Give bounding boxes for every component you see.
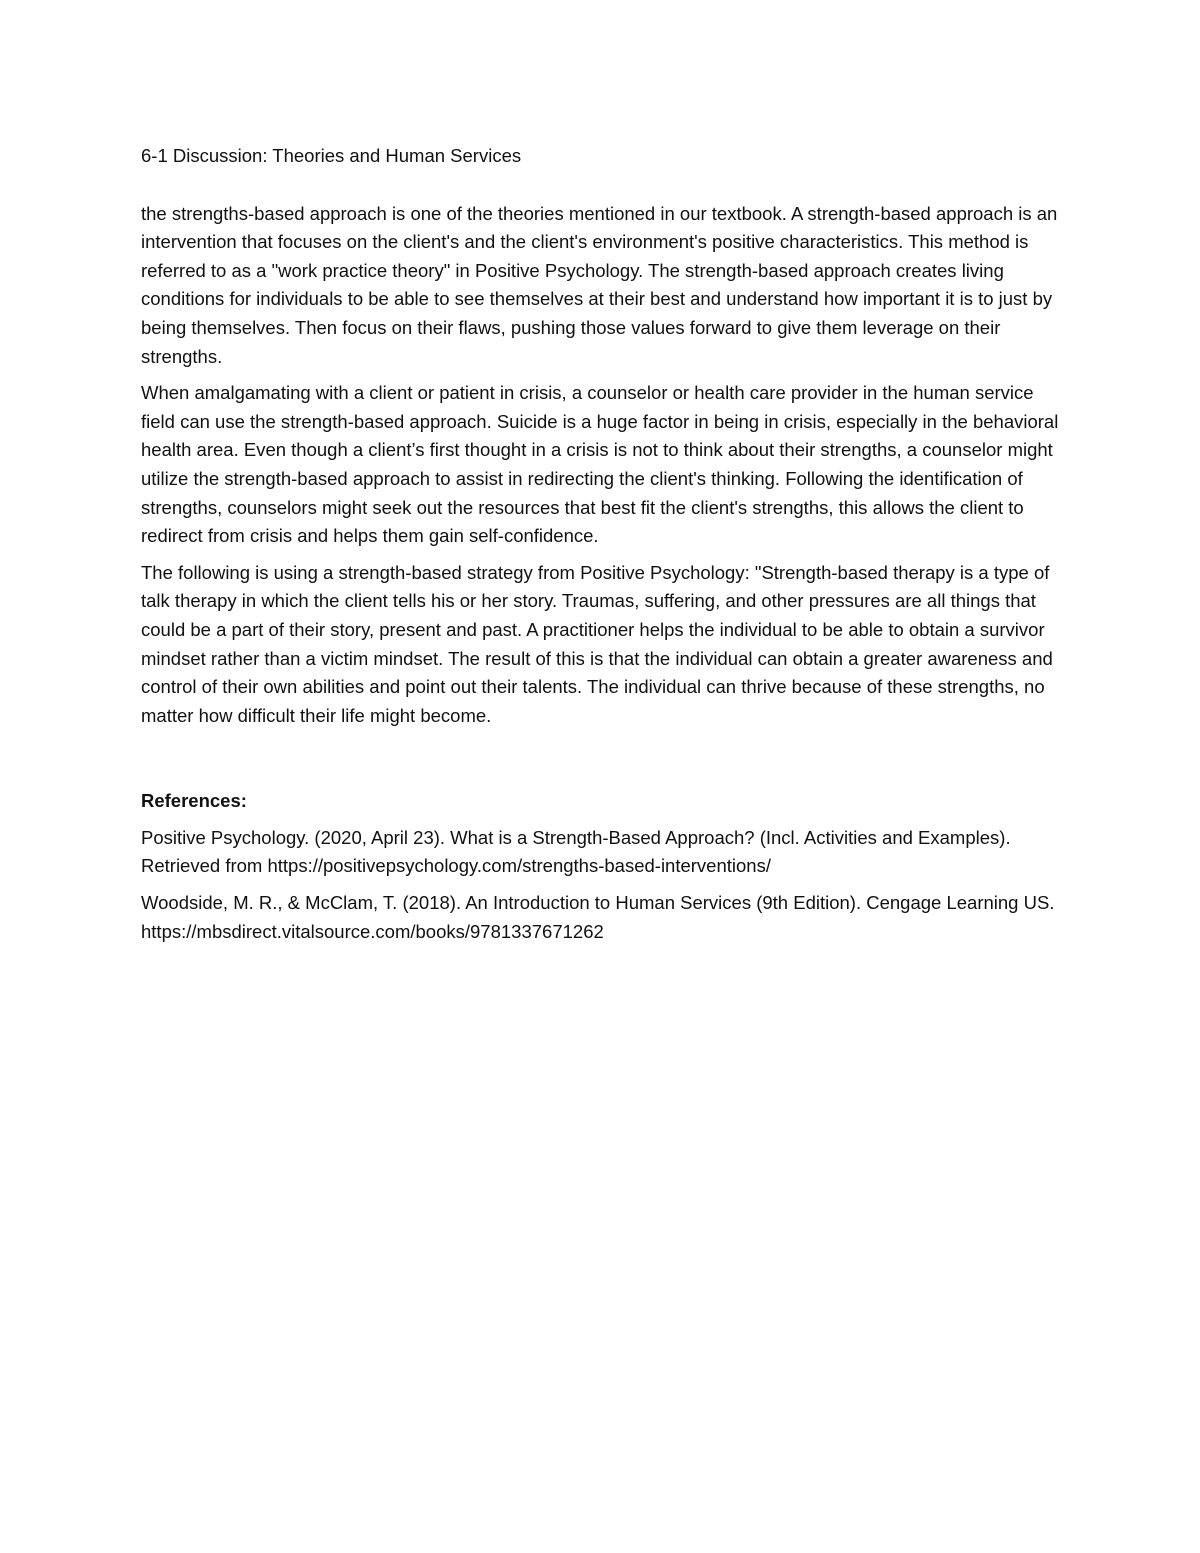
reference-entry: Woodside, M. R., & McClam, T. (2018). An Introduction to Human Services (9th Edition). Cengage Learning US. https://mbsdirect.vitalsource.com/books/9781337671262 (141, 892, 1055, 942)
document-body (141, 142, 1061, 954)
reference-entry: Positive Psychology. (2020, April 23). What is a Strength-Based Approach? (Incl. Activities and Examples). Retrieved from https://positivepsychology.com/strengths-based-interventions/ (141, 826, 1011, 877)
references-heading: References: (141, 790, 247, 812)
body-paragraph: the strengths-based approach is one of the theories mentioned in our textbook. A strength-based approach is an intervention that focuses on the client's and the client's environment's positive characteristics. This method is referred to as a "work practice theory" in Positive Psychology. The strength-based approach creates living conditions for individuals to be able to see themselves at their best and understand how important it is to just by being themselves. Then focus on their flaws, pushing those values forward to give them leverage on their strengths. (141, 202, 1058, 367)
section-spacer (141, 738, 1061, 787)
document-title: 6-1 Discussion: Theories and Human Services (141, 145, 522, 166)
body-paragraph: The following is using a strength-based strategy from Positive Psychology: "Strength-based therapy is a type of talk therapy in which the client tells his or her story. Traumas, suffering, and other pressures are all things that could be a part of their story, present and past. A practitioner helps the individual to be able to obtain a survivor mindset rather than a victim mindset. The result of this is that the individual can obtain a greater awareness and control of their own abilities and point out their talents. The individual can thrive because of these strengths, no matter how difficult their life might become. (141, 561, 1053, 726)
body-paragraph: When amalgamating with a client or patient in crisis, a counselor or health care provider in the human service field can use the strength-based approach. Suicide is a huge factor in being in crisis, especially in the behavioral health area. Even though a client’s first thought in a crisis is not to think about their strengths, a counselor might utilize the strength-based approach to assist in redirecting the client's thinking. Following the identification of strengths, counselors might seek out the resources that best fit the client's strengths, this allows the client to redirect from crisis and helps them gain self-confidence. (141, 382, 1059, 547)
